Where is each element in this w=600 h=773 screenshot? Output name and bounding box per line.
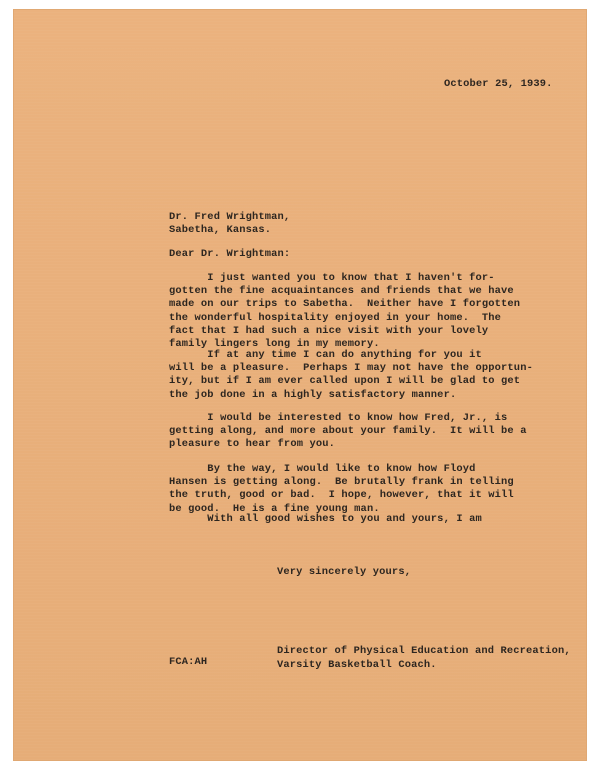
text-line: be good. He is a fine young man. (169, 502, 380, 515)
text-line: fact that I had such a nice visit with your lovely (169, 324, 489, 337)
reference-initials: FCA:AH (169, 656, 208, 668)
text-line: By the way, I would like to know how Floyd (169, 463, 476, 475)
body-paragraph (169, 412, 527, 452)
body-paragraph (169, 463, 514, 516)
salutation: Dear Dr. Wrightman: (169, 248, 291, 260)
complimentary-close: Very sincerely yours, (277, 566, 412, 578)
signature-title: Director of Physical Education and Recreation, (277, 645, 571, 657)
text-line: With all good wishes to you and yours, I am (169, 513, 482, 525)
text-line: family lingers long in my memory. (169, 338, 380, 351)
text-line: the wonderful hospitality enjoyed in your home. The (169, 311, 502, 324)
text-line: getting along, and more about your family. It will be a (169, 425, 527, 438)
text-line: the truth, good or bad. I hope, however, that it will (169, 489, 514, 502)
body-paragraph (169, 513, 482, 526)
address-line: Sabetha, Kansas. (169, 224, 272, 237)
body-paragraph (169, 349, 533, 402)
text-line: made on our trips to Sabetha. Neither have I forgotten (169, 298, 521, 311)
text-line: ity, but if I am ever called upon I will be glad to get (169, 375, 521, 388)
text-line: If at any time I can do anything for you it (169, 349, 482, 361)
text-line: I would be interested to know how Fred, Jr., is (169, 412, 508, 424)
text-line: the job done in a highly satisfactory manner. (169, 388, 457, 401)
body-paragraph (169, 272, 520, 351)
letter-date: October 25, 1939. (444, 78, 553, 90)
address-line: Dr. Fred Wrightman, (169, 211, 291, 223)
text-line: will be a pleasure. Perhaps I may not have the opportun- (169, 362, 533, 375)
text-line: Hansen is getting along. Be brutally frank in telling (169, 476, 514, 489)
text-line: I just wanted you to know that I haven't for- (169, 272, 495, 284)
signature-title: Varsity Basketball Coach. (277, 659, 437, 671)
text-line: gotten the fine acquaintances and friends that we have (169, 285, 514, 298)
recipient-address (169, 211, 290, 237)
text-line: pleasure to hear from you. (169, 438, 336, 451)
